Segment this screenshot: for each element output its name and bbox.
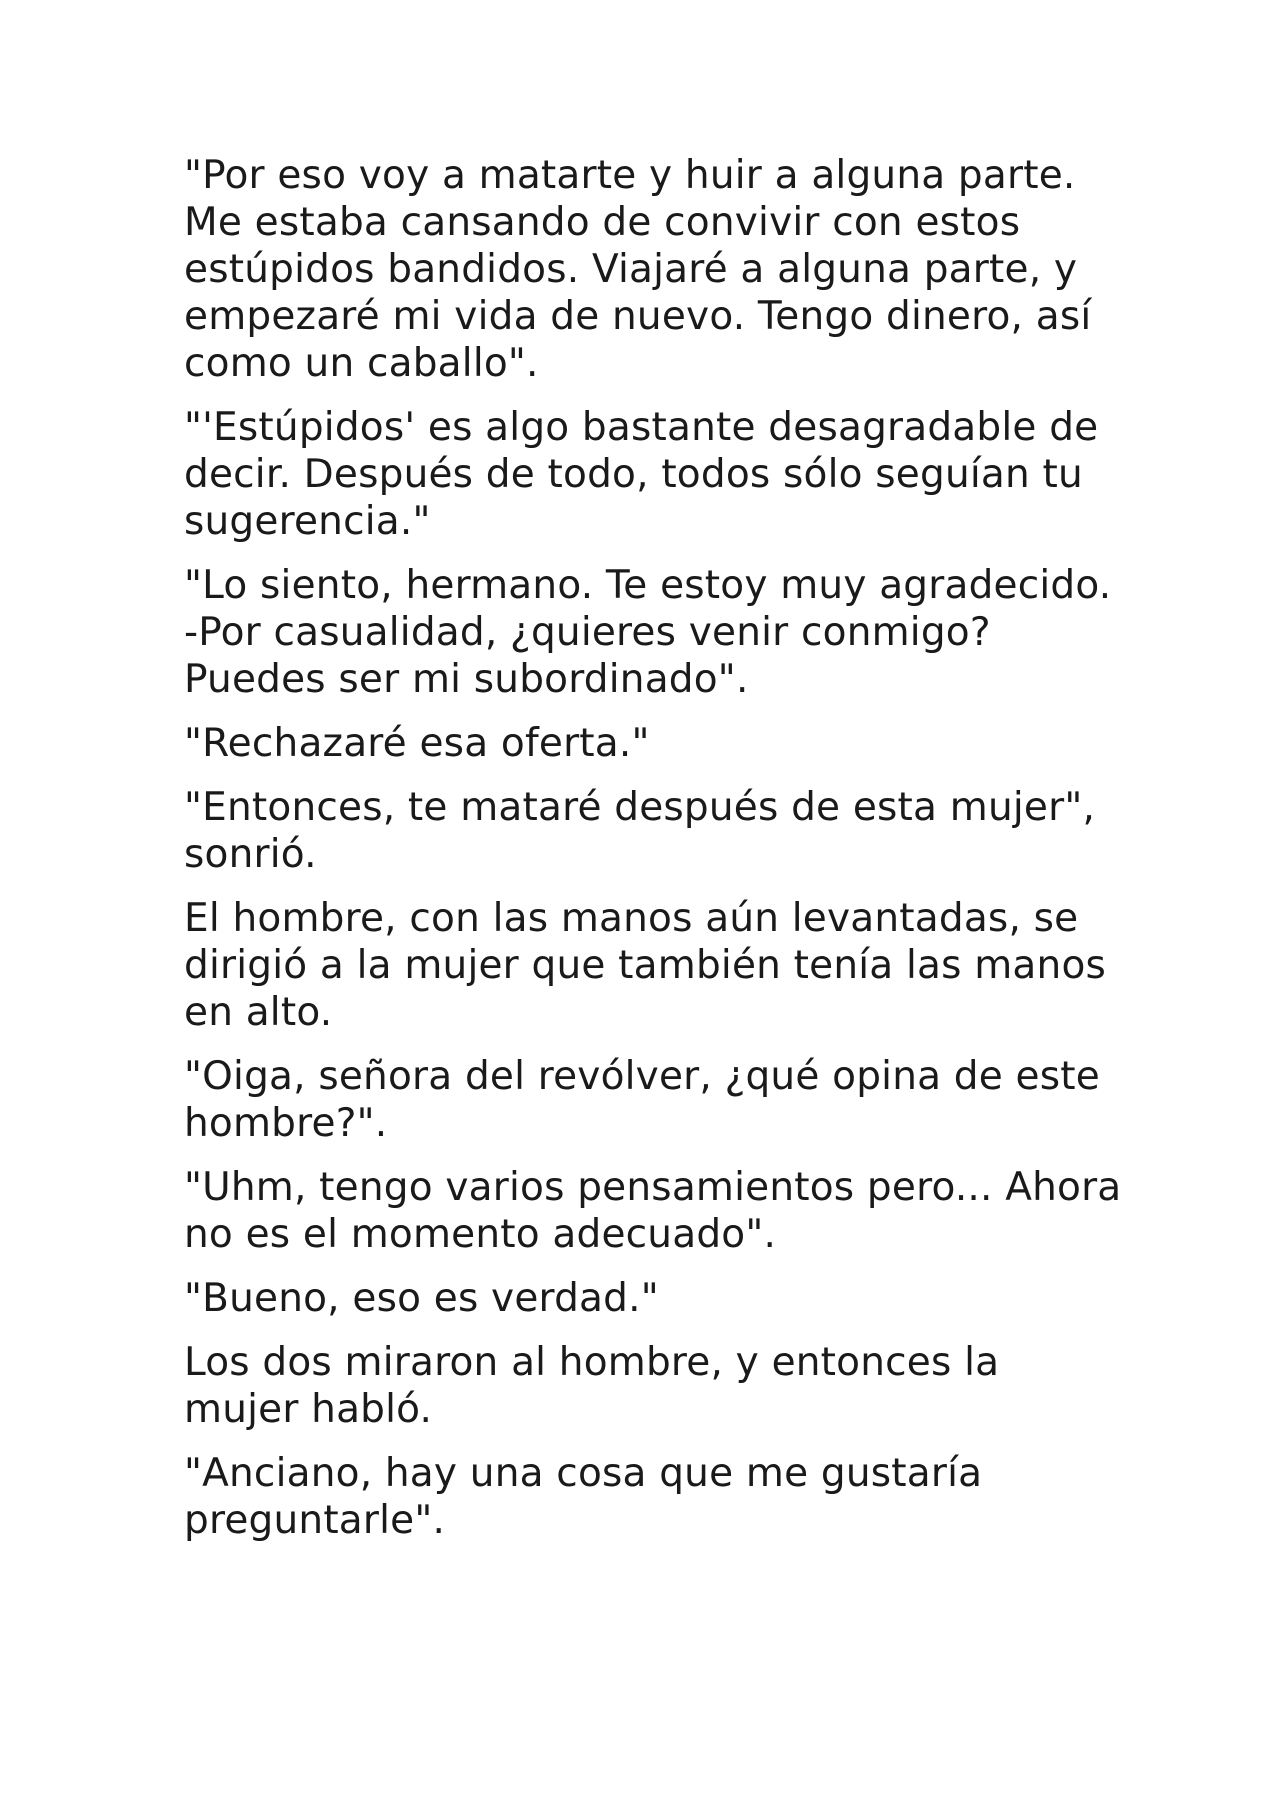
paragraph: Los dos miraron al hombre, y entonces la mujer habló. [184,1340,1000,1432]
paragraph: "Uhm, tengo varios pensamientos pero... Ahora no es el momento adecuado". [184,1165,1122,1257]
paragraph: El hombre, con las manos aún levantadas, se dirigió a la mujer que también tenía las manos en alto. [184,896,1107,1035]
body-text [184,152,1124,1561]
paragraph: "Bueno, eso es verdad." [184,1276,659,1321]
paragraph: "Lo siento, hermano. Te estoy muy agradecido. -Por casualidad, ¿quieres venir conmigo? Puedes ser mi subordinado". [184,563,1112,702]
paragraph: "Entonces, te mataré después de esta mujer", sonrió. [184,785,1096,877]
paragraph: "Anciano, hay una cosa que me gustaría preguntarle". [184,1451,983,1543]
paragraph: "Por eso voy a matarte y huir a alguna parte. Me estaba cansando de convivir con estos estúpidos bandidos. Viajaré a alguna parte, y empezaré mi vida de nuevo. Tengo dinero, así como un caballo". [184,153,1092,386]
paragraph: "Rechazaré esa oferta." [184,721,650,766]
paragraph: "'Estúpidos' es algo bastante desagradable de decir. Después de todo, todos sólo seguían tu sugerencia." [184,405,1099,544]
paragraph: "Oiga, señora del revólver, ¿qué opina de este hombre?". [184,1054,1100,1146]
